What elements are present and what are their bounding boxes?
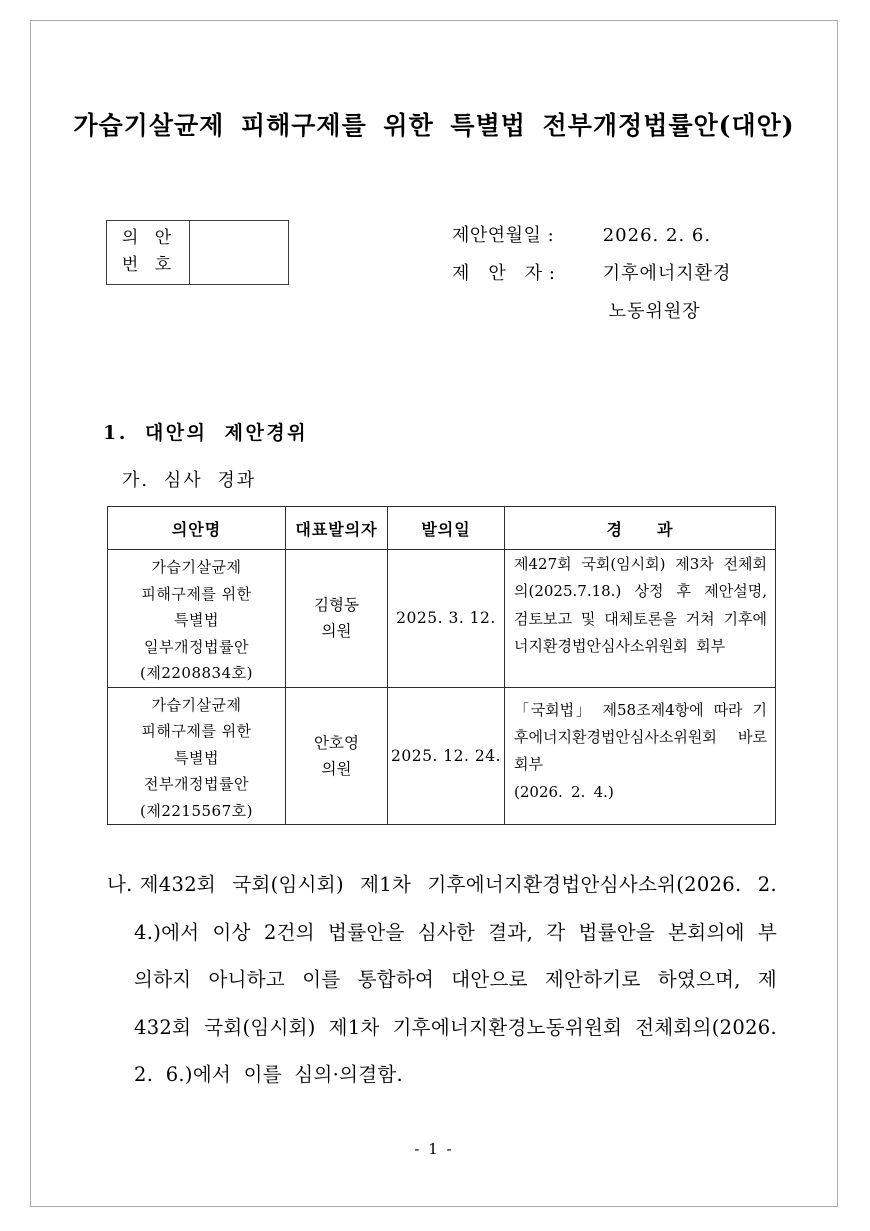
bill-number-value	[190, 221, 288, 284]
table-header-proposer: 대표발의자	[286, 507, 388, 550]
proposer-row-continuation	[452, 293, 731, 331]
proposer-value-line1: 기후에너지환경	[602, 263, 732, 284]
table-header-bill-name: 의안명	[108, 507, 286, 550]
bill-name-line: (제2215567호)	[140, 801, 253, 820]
bill-name-line: 가습기살균제	[151, 695, 242, 714]
bill-name-line: 피해구제를 위한	[141, 584, 252, 603]
table-header-proposal-date: 발의일	[388, 507, 505, 550]
proposer-name: 안호영	[314, 733, 359, 752]
bill-name-line: 전부개정법률안	[144, 775, 249, 793]
proposal-date-label: 제안연월일 :	[452, 225, 555, 246]
progress-text: 「국회법」 제58조제4항에 따라 기후에너지환경법안심사소위원회 바로 회부	[514, 700, 767, 774]
table-header-row	[108, 507, 776, 550]
table-row-bill-2	[108, 687, 776, 825]
bill-name-line: 가습기살균제	[151, 558, 242, 576]
bill-name-line: 일부개정법률안	[144, 637, 249, 656]
progress-cell	[505, 550, 776, 688]
proposal-date-cell: 2025. 12. 24.	[388, 687, 505, 825]
proposer-label: 제 안 자 :	[452, 263, 556, 284]
progress-text: 제427회 국회(임시회) 제3차 전체회의(2025.7.18.) 상정 후 제안설명, 검토보고 및 대체토론을 거쳐 기후에너지환경법안심사소위원회 회부	[514, 555, 767, 656]
review-table	[107, 506, 776, 825]
bill-name-line: 특별법	[174, 748, 219, 767]
page-number: - 1 -	[414, 1140, 454, 1158]
section-1-heading: 1. 대안의 제안경위	[103, 422, 309, 444]
proposer-title: 의원	[321, 622, 352, 641]
subsection-a-heading: 가. 심사 경과	[122, 470, 257, 491]
proposal-date-cell: 2025. 3. 12.	[388, 550, 505, 688]
proposer-name: 김형동	[314, 596, 359, 615]
subsection-b-marker: 나.	[107, 873, 133, 896]
bill-name-line: 피해구제를 위한	[141, 722, 252, 740]
bill-name-line: (제2208834호)	[140, 664, 253, 682]
bill-name-cell	[108, 550, 286, 688]
table-header-progress: 경 과	[505, 507, 776, 550]
progress-date: (2026. 2. 4.)	[514, 782, 614, 801]
proposal-meta	[452, 217, 731, 331]
proposer-row	[452, 255, 731, 293]
subsection-b-text: 제432회 국회(임시회) 제1차 기후에너지환경법안심사소위(2026. 2. 4.)에서 이상 2건의 법률안을 심사한 결과, 각 법률안을 본회의에 부의하지 아니하고 이를 통합하여 대안으로 제안하기로 하였으며, 제432회 국회(임시회) 제1차 기후에너지환경노동위원회 전체회의(2026. 2. 6.)에서 이를 심의·의결함.	[134, 873, 777, 1086]
bill-number-box	[106, 220, 289, 285]
table-row-bill-1	[108, 550, 776, 688]
proposer-cell	[286, 687, 388, 825]
document-page	[30, 20, 838, 1207]
proposal-date-value: 2026. 2. 6.	[602, 225, 712, 246]
proposal-date-row	[452, 217, 731, 255]
proposer-value-line2: 노동위원장	[608, 301, 701, 322]
progress-cell	[505, 687, 776, 825]
subsection-b-paragraph	[107, 861, 777, 1099]
bill-name-line: 특별법	[174, 611, 219, 629]
proposer-cell	[286, 550, 388, 688]
document-title: 가습기살균제 피해구제를 위한 특별법 전부개정법률안(대안)	[73, 111, 795, 140]
bill-name-cell	[108, 687, 286, 825]
bill-number-label	[107, 221, 190, 284]
bill-number-label-line1: 의 안	[121, 228, 175, 248]
bill-number-label-line2: 번 호	[121, 255, 175, 275]
proposer-title: 의원	[321, 759, 352, 778]
